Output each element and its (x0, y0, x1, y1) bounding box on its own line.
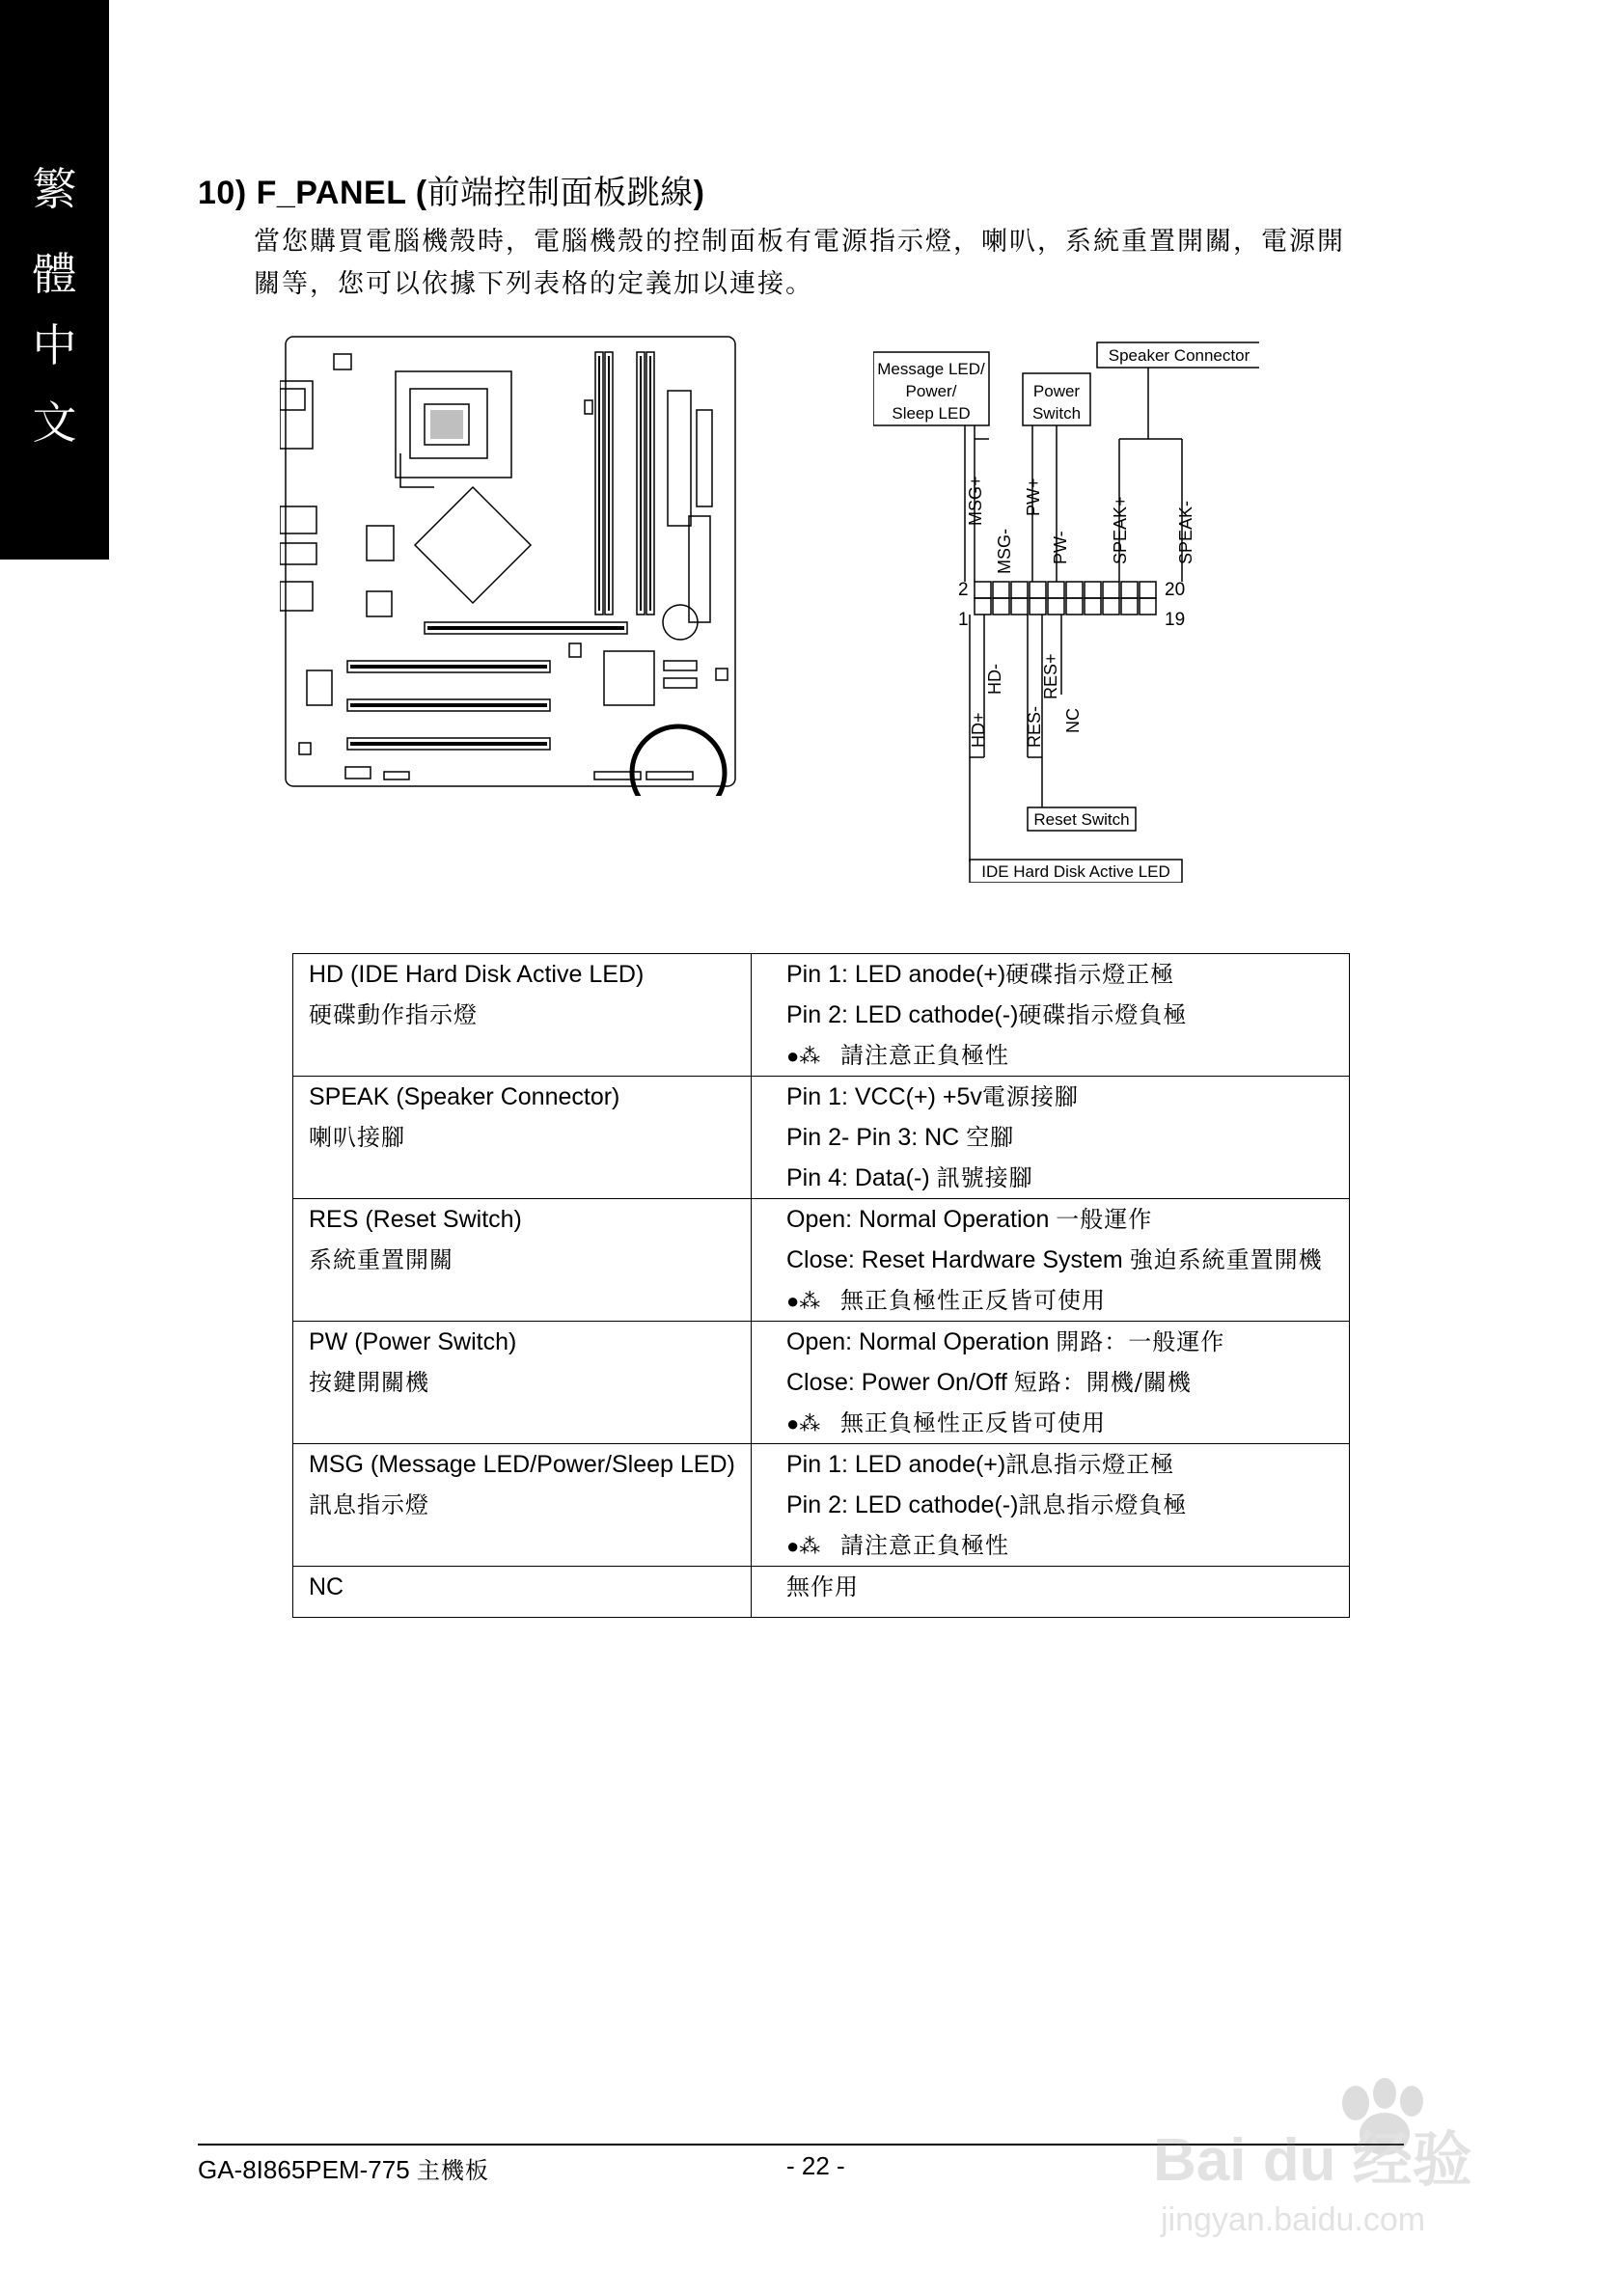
row-title-cn: 訊息指示燈 (309, 1491, 429, 1518)
desc-line: Pin 1: VCC(+) +5v電源接腳 (786, 1083, 1079, 1110)
pin-label-speak-minus: SPEAK- (1176, 500, 1195, 564)
pin-label-speak-plus: SPEAK+ (1111, 496, 1130, 564)
pin-label-msg-minus: MSG- (995, 529, 1014, 574)
desc-line: Pin 2- Pin 3: NC 空腳 (786, 1124, 1015, 1151)
desc-line: Pin 1: LED anode(+)硬碟指示燈正極 (786, 961, 1175, 988)
bomb-bullet-icon: ●⁂ (786, 1289, 821, 1313)
row-title-cn: 喇叭接腳 (309, 1124, 405, 1151)
bomb-bullet-icon: ●⁂ (786, 1044, 821, 1068)
pin-number-20: 20 (1165, 580, 1186, 600)
desc-note: ●⁂ 請注意正負極性 (752, 1525, 1349, 1566)
row-title: MSG (Message LED/Power/Sleep LED) (309, 1451, 735, 1478)
desc-line: Close: Reset Hardware System 強迫系統重置開機 (786, 1246, 1323, 1273)
row-title: PW (Power Switch) (309, 1328, 517, 1355)
desc-line: 無作用 (786, 1573, 859, 1600)
pin-label-res-plus: RES+ (1041, 653, 1060, 699)
desc-line: Pin 4: Data(-) 訊號接腳 (786, 1164, 1033, 1191)
intro-line-1: 當您購買電腦機殼時，電腦機殼的控制面板有電源指示燈，喇叭，系統重置開關，電源開 (254, 227, 1345, 257)
desc-line: Open: Normal Operation 開路：一般運作 (786, 1328, 1225, 1355)
f-panel-pinout-diagram (873, 333, 1259, 883)
side-tab-char: 文 (32, 396, 77, 449)
table-row (293, 1077, 1350, 1199)
svg-text:Bai du 经验: Bai du 经验 (1153, 2127, 1472, 2194)
pin-label-res-minus: RES- (1025, 705, 1044, 748)
pin-number-2: 2 (958, 580, 969, 600)
table-cell-desc (752, 1444, 1350, 1567)
section-heading (198, 166, 704, 213)
table-cell-name (293, 1567, 752, 1618)
page-number: - 22 - (786, 2151, 845, 2180)
row-title-cn: 硬碟動作指示燈 (309, 1001, 478, 1028)
desc-line: Open: Normal Operation 一般運作 (786, 1206, 1153, 1233)
pin-label-msg-plus: MSG+ (966, 476, 985, 526)
power-box-line-2: Switch (1031, 404, 1082, 423)
intro-line-2: 關等，您可以依據下列表格的定義加以連接。 (254, 269, 813, 299)
ide-box-label: IDE Hard Disk Active LED (981, 862, 1170, 881)
msg-box-line-3: Sleep LED (892, 404, 971, 423)
motherboard-illustration (280, 333, 743, 796)
table-cell-name (293, 1077, 752, 1199)
table-cell-name (293, 1199, 752, 1322)
bomb-bullet-icon: ●⁂ (786, 1411, 821, 1435)
table-row (293, 1567, 1350, 1618)
pin-label-nc: NC (1063, 708, 1083, 733)
pin-number-19: 19 (1165, 610, 1186, 630)
desc-note: ●⁂ 無正負極性正反皆可使用 (752, 1280, 1349, 1321)
desc-line: Close: Power On/Off 短路：開機/關機 (786, 1369, 1192, 1396)
pin-label-pw-plus: PW+ (1024, 478, 1043, 516)
table-row (293, 1322, 1350, 1444)
reset-box-label: Reset Switch (1033, 810, 1130, 829)
side-tab-char: 繁 (32, 163, 77, 215)
msg-box-line-2: Power/ (905, 382, 957, 400)
table-cell-desc (752, 1199, 1350, 1322)
f-panel-pin-table (292, 953, 1350, 1618)
section-number: 10) (198, 175, 247, 211)
bomb-bullet-icon: ●⁂ (786, 1534, 821, 1558)
svg-text:jingyan.baidu.com: jingyan.baidu.com (1161, 2201, 1426, 2238)
row-title: HD (IDE Hard Disk Active LED) (309, 961, 645, 988)
desc-line: Pin 1: LED anode(+)訊息指示燈正極 (786, 1451, 1175, 1478)
table-cell-desc (752, 1077, 1350, 1199)
row-title-cn: 按鍵開關機 (309, 1369, 429, 1396)
side-tab-char: 體 (32, 248, 77, 300)
pin-label-hd-plus: HD+ (969, 712, 988, 748)
row-title: NC (309, 1573, 344, 1600)
language-side-tab (0, 0, 109, 560)
row-title: RES (Reset Switch) (309, 1206, 522, 1233)
table-cell-desc (752, 954, 1350, 1077)
msg-box-line-1: Message LED/ (877, 360, 985, 378)
row-title-cn: 系統重置開關 (309, 1246, 453, 1273)
desc-note: ●⁂ 無正負極性正反皆可使用 (752, 1403, 1349, 1443)
pin-label-hd-minus: HD- (985, 664, 1004, 695)
desc-line: Pin 2: LED cathode(-)硬碟指示燈負極 (786, 1001, 1188, 1028)
speaker-box-label: Speaker Connector (1108, 346, 1250, 365)
table-row (293, 1199, 1350, 1322)
table-row (293, 954, 1350, 1077)
power-box-line-1: Power (1032, 382, 1081, 400)
baidu-watermark-logo (1153, 2074, 1539, 2248)
section-title-close: ) (693, 175, 705, 211)
section-title: F_PANEL ( (256, 175, 427, 211)
section-title-cn: 前端控制面板跳線 (426, 174, 694, 212)
table-cell-desc (752, 1567, 1350, 1618)
table-cell-desc (752, 1322, 1350, 1444)
desc-note: ●⁂ 請注意正負極性 (752, 1035, 1349, 1076)
pin-label-pw-minus: PW- (1051, 531, 1070, 564)
table-cell-name (293, 1322, 752, 1444)
table-cell-name (293, 1444, 752, 1567)
table-cell-name (293, 954, 752, 1077)
side-tab-char: 中 (32, 319, 77, 371)
pin-number-1: 1 (958, 610, 969, 630)
footer-model: GA-8I865PEM-775 主機板 (198, 2155, 489, 2184)
table-row (293, 1444, 1350, 1567)
row-title: SPEAK (Speaker Connector) (309, 1083, 620, 1110)
desc-line: Pin 2: LED cathode(-)訊息指示燈負極 (786, 1491, 1188, 1518)
